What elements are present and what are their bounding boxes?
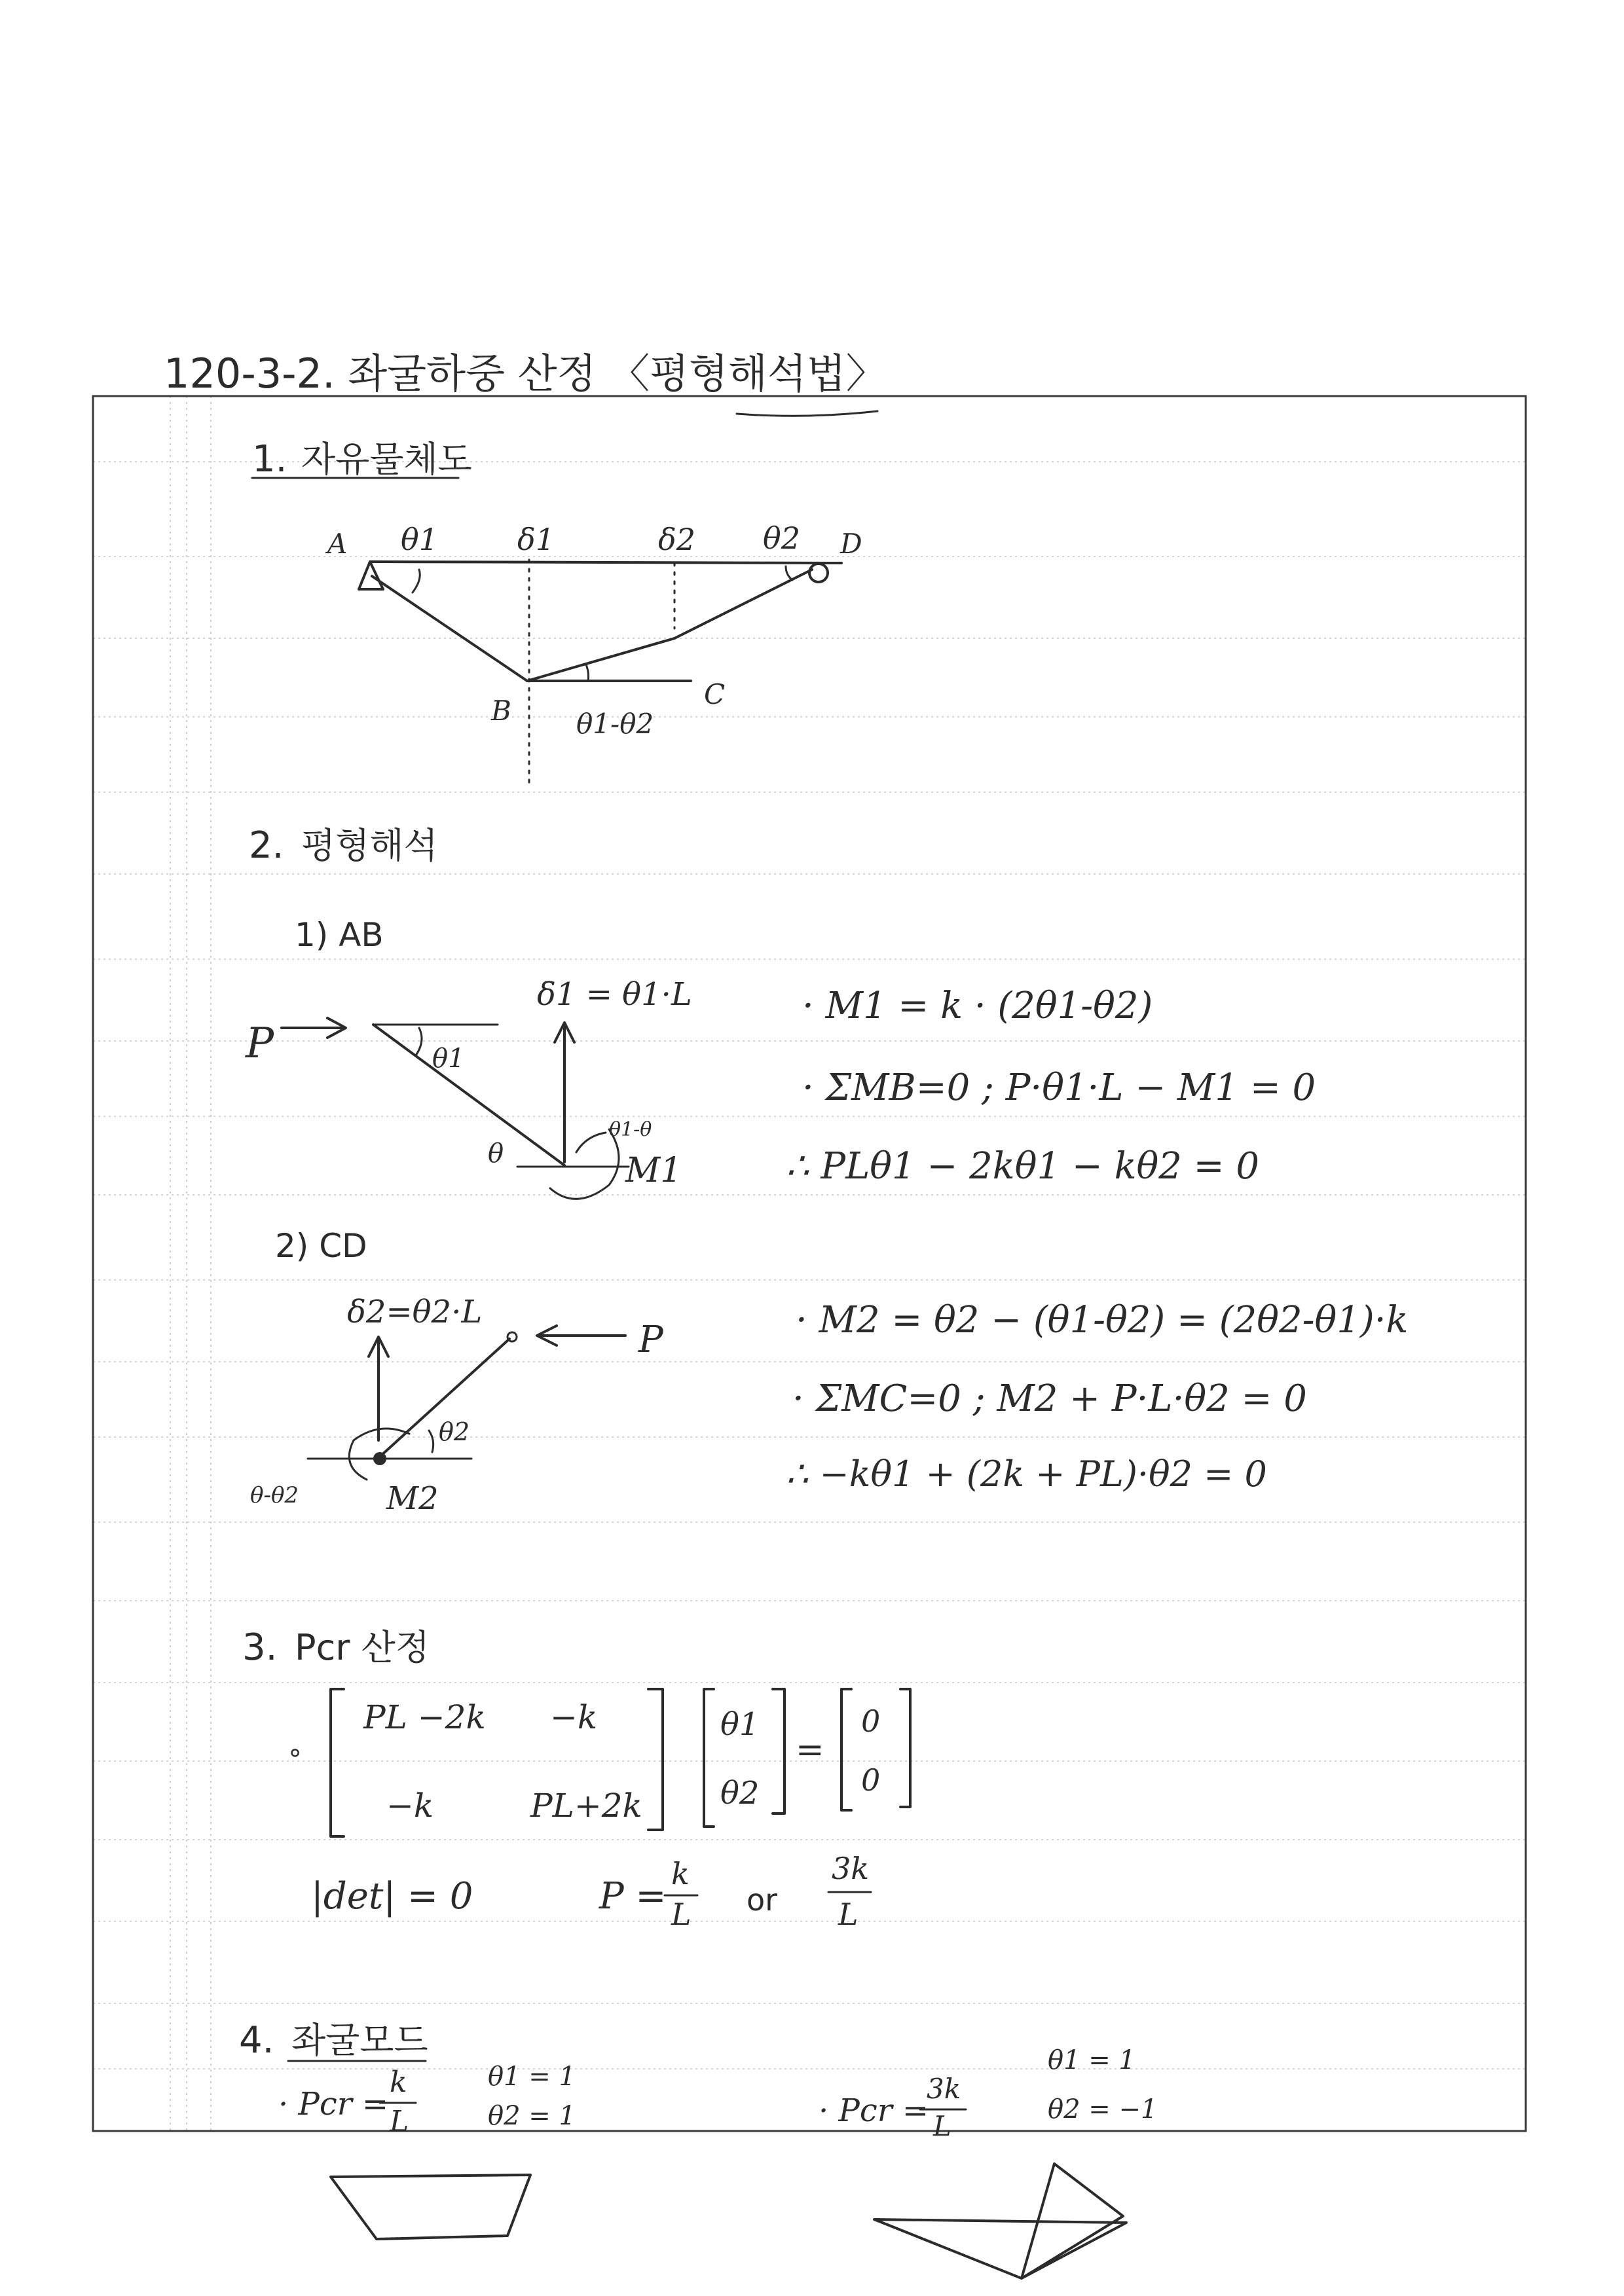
section-1-number: 1. — [252, 438, 287, 481]
mode1-label: · Pcr = — [278, 2086, 389, 2123]
cd-equation-3: ∴ −kθ1 + (2k + PL)·θ2 = 0 — [786, 1453, 1267, 1495]
fbd-label-delta2: δ2 — [658, 522, 695, 557]
vector-theta2: θ2 — [720, 1775, 760, 1812]
cd-equation-2: · ΣMC=0 ; M2 + P·L·θ2 = 0 — [792, 1377, 1307, 1420]
mode2-theta2: θ2 = −1 — [1048, 2094, 1158, 2124]
matrix-equals: = — [796, 1730, 824, 1770]
ab-equation-2: · ΣMB=0 ; P·θ1·L − M1 = 0 — [802, 1066, 1316, 1109]
vector-theta1: θ1 — [720, 1706, 760, 1743]
fbd-label-d: D — [840, 528, 862, 560]
pcr-result-1-den: L — [671, 1897, 692, 1932]
ab-theta-label: θ1 — [432, 1044, 465, 1074]
section-4-heading: 좌굴모드 — [291, 2020, 428, 2061]
rhs-left-bracket — [841, 1689, 851, 1810]
cd-load-label: P — [638, 1319, 663, 1361]
matrix-cell-12: −k — [550, 1698, 598, 1736]
section-2-heading: 평형해석 — [301, 825, 438, 866]
cd-moment-label: M2 — [386, 1480, 439, 1517]
pcr-result-2-num: 3k — [832, 1851, 870, 1886]
cd-theta-arc — [429, 1430, 434, 1452]
fbd-arc-b — [586, 665, 589, 681]
mode1-num: k — [390, 2066, 407, 2099]
cd-theta-label: θ2 — [439, 1417, 470, 1446]
mode2-label: · Pcr = — [819, 2092, 929, 2129]
pcr-result-or: or — [747, 1882, 778, 1918]
ab-member — [373, 1025, 564, 1165]
mode1-theta2: θ2 = 1 — [488, 2101, 576, 2131]
ab-rotation-arc — [576, 1133, 606, 1152]
mode2-den: L — [933, 2110, 951, 2142]
section-1-heading: 자유물체도 — [301, 439, 472, 480]
fbd-arc-theta2 — [786, 566, 792, 580]
ab-rotation-label: θ1-θ — [609, 1118, 652, 1141]
fbd-label-theta1: θ1 — [401, 522, 438, 557]
matrix-cell-21: −k — [386, 1787, 434, 1825]
page-title: 120-3-2. 좌굴하중 산정 〈평형해석법〉 — [164, 350, 887, 397]
rhs-zero-2: 0 — [861, 1762, 881, 1798]
title-underline — [737, 411, 877, 416]
rhs-right-bracket — [900, 1689, 910, 1807]
cd-equation-1: · M2 = θ2 − (θ1-θ2) = (2θ2-θ1)·k — [796, 1299, 1409, 1341]
mode1-theta1: θ1 = 1 — [488, 2062, 576, 2092]
matrix-bullet: ∘ — [287, 1738, 304, 1768]
section-2-number: 2. — [249, 824, 284, 867]
vector-left-bracket — [704, 1689, 714, 1827]
mode2-num: 3k — [927, 2073, 961, 2105]
cd-heading: 2) CD — [275, 1227, 367, 1265]
stiffness-matrix-equation — [287, 1689, 910, 1836]
fbd-label-c: C — [704, 678, 726, 710]
ab-load-label: P — [246, 1019, 274, 1068]
ab-heading: 1) AB — [295, 916, 384, 954]
ab-base-theta-label: θ — [488, 1139, 504, 1169]
determinant-condition: |det| = 0 — [311, 1875, 473, 1918]
section-4-number: 4. — [239, 2019, 274, 2062]
ab-delta-label: δ1 = θ1·L — [537, 976, 692, 1013]
ab-equation-1: · M1 = k · (2θ1-θ2) — [802, 985, 1153, 1027]
section-3-heading: Pcr 산정 — [295, 1627, 430, 1668]
pcr-result-p: P = — [599, 1875, 667, 1918]
ab-equation-3: ∴ PLθ1 − 2kθ1 − kθ2 = 0 — [786, 1145, 1260, 1188]
fbd-label-a: A — [327, 528, 348, 560]
fbd-member-bd — [527, 570, 812, 681]
cd-base-theta-label: θ-θ2 — [250, 1482, 299, 1508]
fbd-label-theta-diff: θ1-θ2 — [576, 708, 654, 740]
matrix-left-bracket — [331, 1689, 344, 1836]
mode2-theta1: θ1 = 1 — [1048, 2045, 1135, 2075]
free-body-diagram — [325, 520, 862, 782]
cd-delta-label: δ2=θ2·L — [347, 1294, 483, 1330]
fbd-label-theta2: θ2 — [763, 520, 800, 556]
fbd-label-delta1: δ1 — [517, 522, 555, 557]
mode2-shape-sketch — [874, 2164, 1126, 2278]
mode1-den: L — [390, 2105, 409, 2138]
fbd-top-line — [370, 562, 841, 563]
pcr-result-2-den: L — [838, 1897, 858, 1932]
pcr-result-1-num: k — [671, 1856, 690, 1891]
section-3-number: 3. — [242, 1626, 278, 1669]
rhs-zero-1: 0 — [861, 1704, 881, 1739]
fbd-member-ab — [372, 576, 527, 681]
fbd-roller-support — [809, 564, 828, 582]
mode1-shape-sketch — [331, 2175, 530, 2239]
fbd-label-b: B — [491, 695, 511, 727]
matrix-cell-11: PL −2k — [363, 1698, 486, 1736]
cd-diagram — [250, 1294, 664, 1517]
ab-moment-label: M1 — [625, 1151, 682, 1190]
vector-right-bracket — [773, 1689, 784, 1813]
ab-diagram — [245, 976, 692, 1199]
cd-end-node — [507, 1332, 517, 1341]
matrix-cell-22: PL+2k — [530, 1787, 642, 1825]
matrix-right-bracket — [648, 1689, 663, 1830]
fbd-arc-theta1 — [413, 570, 420, 592]
